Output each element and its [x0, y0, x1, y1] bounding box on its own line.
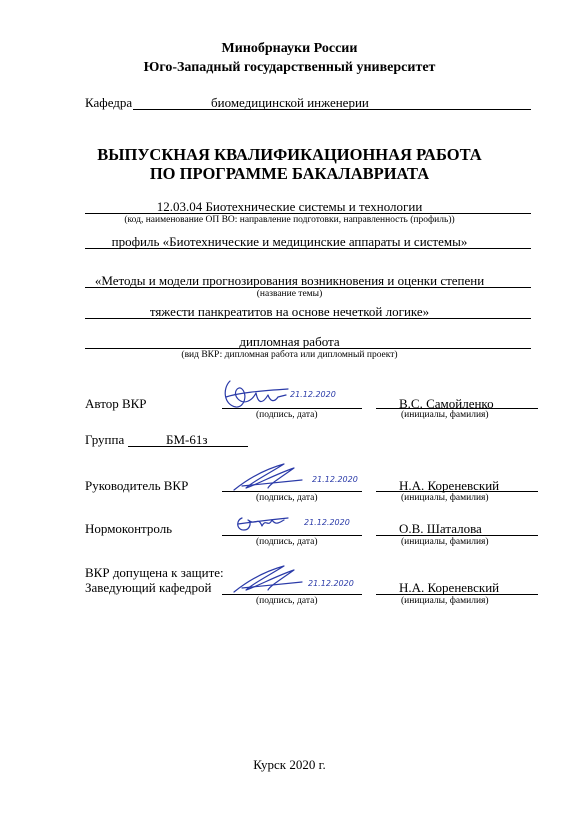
- document-title-line1: ВЫПУСКНАЯ КВАЛИФИКАЦИОННАЯ РАБОТА: [97, 145, 482, 164]
- ministry-name: Минобрнауки России: [221, 41, 358, 56]
- head-signature-caption: (подпись, дата): [256, 596, 318, 606]
- svg-text:21.12.2020: 21.12.2020: [308, 579, 354, 588]
- author-signature-image: [218, 375, 358, 415]
- supervisor-name-line: [376, 491, 538, 492]
- normcontrol-label: Нормоконтроль: [85, 521, 173, 536]
- svg-text:21.12.2020: 21.12.2020: [290, 390, 336, 399]
- city-year: Курск 2020 г.: [253, 757, 326, 772]
- supervisor-label: Руководитель ВКР: [85, 478, 189, 493]
- topic-line2: тяжести панкреатитов на основе нечеткой логике»: [149, 304, 430, 319]
- document-title-line2: ПО ПРОГРАММЕ БАКАЛАВРИАТА: [149, 164, 430, 183]
- normcontrol-name: О.В. Шаталова: [399, 521, 482, 536]
- supervisor-name-caption: (инициалы, фамилия): [401, 493, 489, 503]
- supervisor-name: Н.А. Кореневский: [399, 478, 500, 493]
- author-name-caption: (инициалы, фамилия): [401, 410, 489, 420]
- admission-label: ВКР допущена к защите:: [85, 565, 224, 580]
- program-profile-underline: [85, 248, 531, 249]
- department-value: биомедицинской инженерии: [211, 95, 369, 110]
- topic-caption: (название темы): [256, 289, 323, 299]
- head-name-caption: (инициалы, фамилия): [401, 596, 489, 606]
- group-label: Группа: [85, 432, 125, 447]
- head-name-line: [376, 594, 538, 595]
- topic-line1: «Методы и модели прогнозирования возникновения и оценки степени: [94, 273, 485, 288]
- author-label: Автор ВКР: [85, 396, 147, 411]
- program-code-caption: (код, наименование ОП ВО: направление подготовки, направленность (профиль)): [124, 215, 455, 225]
- head-signature-image: [228, 562, 368, 598]
- work-type-caption: (вид ВКР: дипломная работа или дипломный проект): [181, 350, 398, 360]
- head-name: Н.А. Кореневский: [399, 580, 500, 595]
- author-name-line: [376, 408, 538, 409]
- university-name: Юго-Западный государственный университет: [143, 60, 436, 75]
- normcontrol-name-caption: (инициалы, фамилия): [401, 537, 489, 547]
- normcontrol-signature-image: [232, 508, 372, 538]
- normcontrol-signature-caption: (подпись, дата): [256, 537, 318, 547]
- department-label: Кафедра: [85, 95, 133, 110]
- work-type-underline: [85, 348, 531, 349]
- program-code-underline: [85, 213, 531, 214]
- topic-line1-underline: [85, 287, 531, 288]
- svg-text:21.12.2020: 21.12.2020: [304, 518, 350, 527]
- group-value: БМ-61з: [166, 432, 208, 447]
- author-name: В.С. Самойленко: [399, 396, 494, 411]
- head-of-department-label: Заведующий кафедрой: [85, 580, 212, 595]
- svg-text:21.12.2020: 21.12.2020: [312, 475, 358, 484]
- work-type-value: дипломная работа: [239, 334, 340, 349]
- topic-line2-underline: [85, 318, 531, 319]
- supervisor-signature-image: [228, 460, 368, 496]
- program-profile: профиль «Биотехнические и медицинские аппараты и системы»: [111, 234, 468, 249]
- program-code: 12.03.04 Биотехнические системы и технологии: [156, 199, 423, 214]
- author-signature-caption: (подпись, дата): [256, 410, 318, 420]
- supervisor-signature-caption: (подпись, дата): [256, 493, 318, 503]
- normcontrol-name-line: [376, 535, 538, 536]
